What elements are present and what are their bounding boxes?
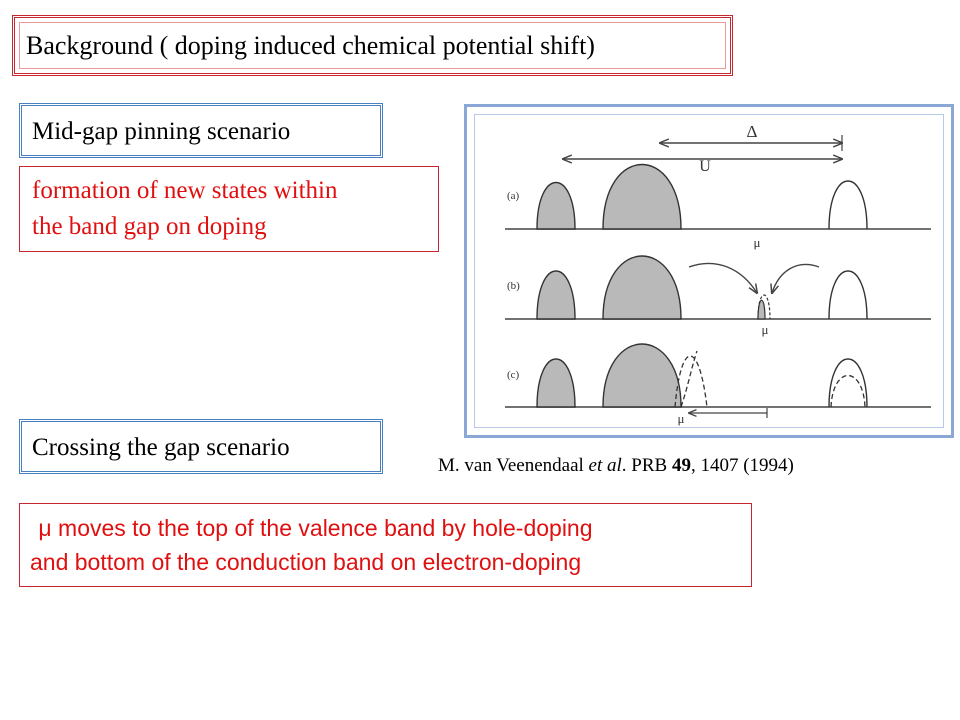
panel-c-label: (c) — [507, 369, 520, 381]
midgap-state-filled — [758, 300, 765, 319]
u-arrow — [563, 158, 842, 175]
crossing-description-line2: and bottom of the conduction band on electron-doping — [30, 549, 582, 575]
panel-a-label: (a) — [507, 190, 520, 202]
panel-a — [505, 165, 931, 251]
lower-band-b — [537, 271, 575, 319]
mu-label-c: μ — [677, 411, 685, 426]
middle-band-c — [603, 344, 681, 407]
middle-band-a — [603, 165, 681, 230]
citation — [438, 455, 794, 477]
upper-band-b — [829, 271, 867, 319]
band-diagram-figure — [464, 104, 954, 438]
upper-band-c — [829, 359, 867, 407]
crossing-description-box — [19, 503, 752, 587]
delta-label: Δ — [746, 122, 758, 141]
lower-band-a — [537, 183, 575, 230]
title-box — [12, 15, 733, 76]
citation-etal: et al — [588, 455, 622, 476]
panel-c — [505, 344, 931, 426]
citation-pages: , 1407 (1994) — [690, 455, 794, 476]
citation-journal: . PRB — [621, 455, 672, 476]
crossing-heading-box — [19, 419, 383, 474]
midgap-description-box — [19, 166, 439, 252]
upper-band-a — [829, 181, 867, 229]
crossing-heading: Crossing the gap scenario — [32, 434, 290, 461]
midgap-heading-box — [19, 103, 383, 158]
delta-arrow — [660, 122, 842, 151]
crossing-description-line1: μ moves to the top of the valence band by hole-doping — [32, 515, 593, 541]
band-diagram-svg — [467, 107, 951, 435]
slide-title: Background ( doping induced chemical potential shift) — [26, 31, 595, 60]
midgap-heading: Mid-gap pinning scenario — [32, 118, 291, 145]
panel-b — [505, 256, 931, 337]
midgap-description-line2: the band gap on doping — [32, 213, 267, 240]
mu-label-a: μ — [753, 235, 761, 250]
citation-volume: 49 — [671, 455, 691, 476]
upper-band-c-dashed — [831, 376, 865, 408]
mu-label-b: μ — [761, 322, 769, 337]
electron-transfer-arrow — [772, 265, 819, 293]
u-label: U — [699, 158, 711, 175]
panel-b-label: (b) — [507, 280, 520, 292]
hole-transfer-arrow — [689, 263, 757, 293]
midgap-description-line1: formation of new states within — [32, 177, 338, 204]
middle-band-b — [603, 256, 681, 319]
citation-authors: M. van Veenendaal — [438, 455, 589, 476]
lower-band-c — [537, 359, 575, 407]
